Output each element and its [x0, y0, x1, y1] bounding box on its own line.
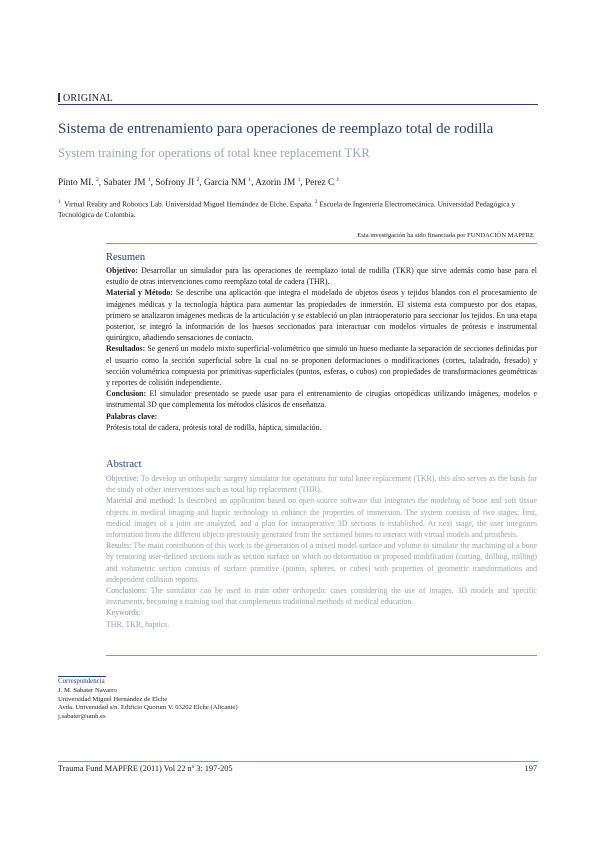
author-list: Pinto MI. $^2$, Sabater JM $^1$, Sofrony JI $^2$, Garcia NM $^1$, Azorin JM $^1$, Perez C $^1$	[58, 177, 340, 189]
article-title-spanish: Sistema de entrenamiento para operaciones de reemplazo total de rodilla	[58, 121, 494, 137]
article-title-english: System training for operations of total knee replacement TKR	[58, 146, 370, 160]
correspondence-heading: Correspondencia	[58, 678, 105, 685]
author-affiliation-mark: 2	[95, 177, 99, 183]
abstract-conclusions-text: The simulator can be used to train other orthopedic cases considering the use of images, 3D models and specific instruments, becoming a training tool that complements traditional methods of medical education.	[106, 586, 537, 607]
author-affiliation-mark: 1	[248, 177, 252, 183]
header-rule	[58, 104, 538, 105]
abstract-rule	[106, 655, 537, 656]
resumen-conclusion-text: El simulador presentado se puede usar para el entrenamiento de cirugías ortopédicas utilizando imágenes, modelos e instrumental 3D que complementa los métodos clásicos de enseñanza.	[106, 389, 538, 410]
author-name: Pinto MI.	[58, 178, 94, 189]
journal-citation: Trauma Fund MAPFRE (2011) Vol 22 nº 3: 197-205	[58, 764, 233, 773]
funding-note: Esta investigación ha sido financiada por FUNDACIÓN MAPFRE	[357, 232, 534, 239]
resumen-palabras-text: Prótesis total de cadera, prótesis total de rodilla, háptica, simulación.	[106, 422, 322, 432]
resumen-metodo-text: Se describe una aplicación que integra el modelado de objetos óseos y tejidos blandos con el procesamiento de imágenes médicas y la tecnología háptica para aumentar las propiedades de inmersión. El sistema esta compuesto por dos etapas, primero se analizaron imágenes medicas de la articulación y se estableció un plan intraoperatorio para seccionar los tejidos. En una etapa posterior, se integró la información de los huesos seccionados para interactuar con modelos virtuales de prótesis e instrumental quirúrgico, añadiendo sensaciones de contacto.	[106, 288, 537, 343]
resumen-resultados-label: Resultados:	[106, 344, 146, 354]
footer-rule	[58, 761, 538, 762]
author-affiliation-mark: 1	[297, 177, 301, 183]
resumen-conclusion-label: Conclusion:	[106, 389, 147, 399]
correspondence-institution: Universidad Miguel Hernández de Elche	[58, 695, 168, 703]
section-tag	[58, 93, 113, 104]
author-name: Perez C	[305, 178, 335, 189]
resumen-resultados-text: Se generó un modelo mixto superficial-volumétrico que simuló un hueso mediante la separación de secciones definidas por el usuario como la sección superficial sobre la cual no se proponen deformaciones o modificaciones (cortes, taladrado, fresado) y sección volumétrica compuesta por primitivas superficiales (puntos, esferas, o cubos) con propiedades de transformaciones geométricas y reportes de colisión independiente.	[106, 344, 537, 388]
author-name: Sofrony JI	[155, 178, 195, 189]
author-name: Sabater JM	[103, 178, 146, 189]
author-affiliation-mark: 1	[147, 177, 151, 183]
correspondence-name: J. M. Sabater Navarro	[58, 687, 117, 694]
abstract-objective-label: Objective:	[106, 474, 139, 483]
resumen-palabras-label: Palabras clave:	[106, 411, 158, 421]
correspondence-address: Avda. Universidad s/n. Edificio Quorum V. 03202 Elche (Alicante)	[58, 704, 238, 712]
author-name: Garcia NM	[203, 178, 247, 189]
abstract-results-text: The main contribution of this work is the generation of a mixed model surface and volume to simulate the machining of a bone by removing user-defined sections such as section surface on which no deformation or proposed modification (cutting, drilling, milling) and volumetric section consists of surface primitive (points, spheres, or cubes) with properties of geometric transformations and independent collision reports.	[106, 541, 537, 584]
abstract-conclusions-label: Conclusions:	[106, 586, 147, 596]
author-affiliation-mark: 1	[336, 177, 340, 183]
funding-rule	[106, 243, 537, 244]
abstract-heading: Abstract	[106, 459, 142, 470]
abstract-keywords-text: THR, TKR, haptics.	[106, 619, 170, 629]
abstract-results-label: Results:	[106, 541, 132, 551]
resumen-objetivo-label: Objetivo:	[106, 266, 138, 275]
author-name: Azorin JM	[255, 178, 296, 189]
section-tag-label: ORIGINAL	[63, 93, 113, 104]
abstract-body	[106, 473, 537, 630]
resumen-metodo-label: Material y Método:	[106, 288, 173, 298]
resumen-body	[106, 265, 537, 433]
abstract-method-label: Material and method:	[106, 496, 176, 506]
affiliations	[58, 197, 544, 220]
page-number: 197	[524, 764, 537, 773]
affiliation-2: Escuela de Ingeniería Electromecánica. Universidad Pedagógica y Tecnológica de Colombia.	[58, 199, 516, 220]
section-marker	[58, 93, 60, 102]
affiliation-mark: 1	[58, 200, 61, 205]
resumen-heading: Resumen	[106, 252, 146, 263]
author-affiliation-mark: 2	[196, 177, 200, 183]
correspondence-email[interactable]: j.sabater@umh.es	[58, 712, 106, 720]
abstract-method-text: Is described an application based on open source software that integrates the modeling of bone and soft tissue objects in medical imaging and haptic technology to enhance the properties of immersion. The system consists of two stages; first, medical images of a joint are analyzed, and a plan for intraoperative 3D sections is established. At next stage, the user integrates information from the different objects previously generated from the sectioned bones to interact with virtual models and prosthesis.	[106, 496, 537, 540]
abstract-objective-text: To develop an orthopedic surgery simulator for operations for total knee replacement (TKR), this also serves as the basis for the study of other interventions such as total hip replacement (THR).	[106, 474, 537, 495]
abstract-keywords-label: Keywords:	[106, 608, 141, 618]
resumen-objetivo-text: Desarrollar un simulador para las operaciones de reemplazo total de rodilla (TKR) que sirve además como base para el estudio de otras intervenciones como reemplazo total de cadera (THR).	[106, 266, 537, 287]
affiliation-mark: 2	[314, 200, 318, 205]
correspondence-rule	[58, 676, 106, 677]
correspondence-block	[58, 687, 238, 721]
affiliation-1: Virtual Reality and Robotics Lab. Universidad Miguel Hernández de Elche, España.	[64, 199, 313, 209]
